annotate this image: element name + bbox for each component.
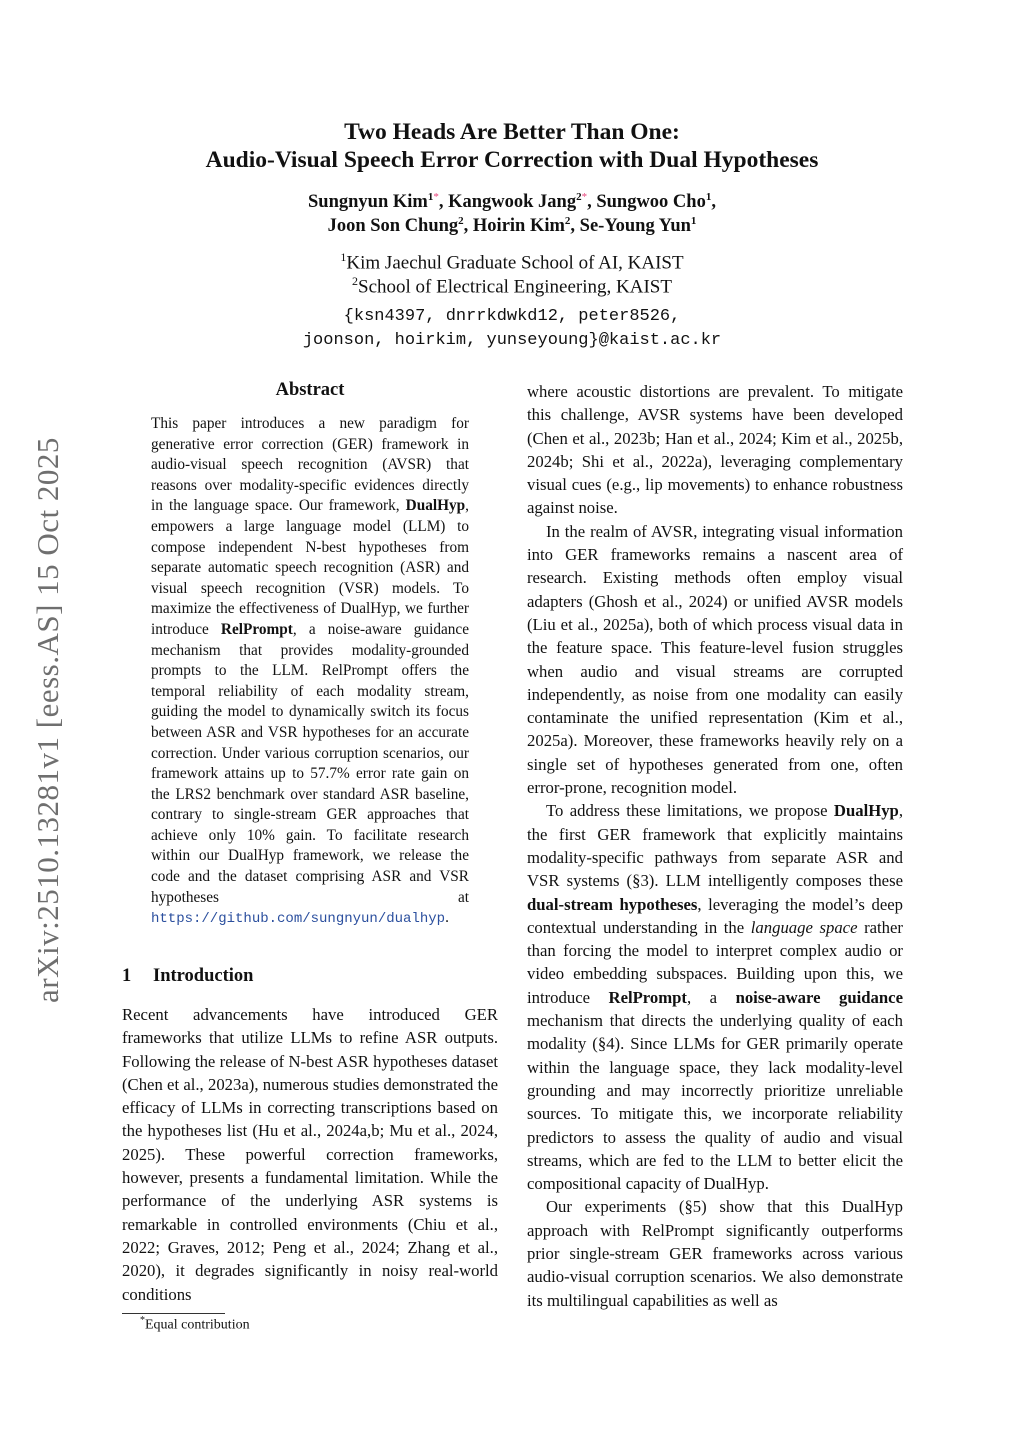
author-name: Kangwook Jang <box>448 192 577 213</box>
footnote-text: Equal contribution <box>145 1317 250 1333</box>
section-heading-introduction <box>122 966 253 987</box>
paragraph <box>527 799 903 1195</box>
affiliation-mark: 2 <box>576 191 582 203</box>
footnote-rule <box>122 1313 225 1314</box>
affiliation-mark: 1 <box>705 191 712 203</box>
text-run: To address these limitations, we propose <box>546 801 834 821</box>
text-run: , a <box>687 987 736 1007</box>
paper-title-line-2: Audio-Visual Speech Error Correction with Dual Hypotheses <box>205 147 819 173</box>
abstract-body <box>151 414 469 930</box>
paper-title-line-1: Two Heads Are Better Than One: <box>344 119 680 145</box>
method-name: DualHyp <box>405 497 466 515</box>
section-title: Introduction <box>153 966 254 986</box>
equal-contribution-mark: * <box>581 191 588 203</box>
author-name: Hoirin Kim <box>472 216 565 237</box>
right-column <box>527 380 903 1312</box>
text-run: , the first GER framework that explicitly maintains modality-specific pathways from separate ASR and VSR systems (§3). LLM intelligently composes these <box>527 801 903 891</box>
text-run: mechanism that directs the underlying quality of each modality (§4). Since LLMs for GER primarily operate within the language space, they lack modality-level grounding and may incorrectly prioritize unreliable sources. To mitigate this, we incorporate reliability predictors to assess the quality of audio and visual streams, which are fed to the LLM to better elicit the compositional capacity of DualHyp. <box>527 1011 903 1194</box>
text-run: , leveraging the model’s deep contextual understanding in the <box>527 894 903 937</box>
footnote-mark: * <box>140 1315 145 1326</box>
abstract-text: . <box>445 909 449 927</box>
author-name: Se-Young Yun <box>579 216 691 237</box>
author-name: Sungnyun Kim <box>308 192 428 213</box>
emphasis: dual-stream hypotheses <box>527 894 698 914</box>
method-name: DualHyp <box>833 801 899 821</box>
method-name: RelPrompt <box>608 987 687 1007</box>
affiliation-text: School of Electrical Engineering, KAIST <box>358 276 672 298</box>
equal-contribution-mark: * <box>433 191 439 203</box>
abstract-text: This paper introduces a new paradigm for generative error correction (GER) framework in audio-visual speech recognition (AVSR) that reasons over modality-specific evidences directly in the language space. Our framework, <box>151 415 469 515</box>
paragraph: Our experiments (§5) show that this DualHyp approach with RelPrompt significantly outperforms prior single-stream GER frameworks across various audio-visual corruption scenarios. We also demonstrate its multilingual capabilities as well as <box>527 1197 903 1310</box>
author-separator: , <box>587 192 597 213</box>
affiliation-mark: 1 <box>427 191 434 203</box>
section-number: 1 <box>122 966 132 986</box>
email-line-1: {ksn4397, dnrrkdwkd12, peter8526, <box>343 307 681 326</box>
affiliation-text: Kim Jaechul Graduate School of AI, KAIST <box>346 252 684 274</box>
abstract-text: , a noise-aware guidance mechanism that provides modality-grounded prompts to the LLM. RelPrompt offers the temporal reliability of each modality stream, guiding the model to dynamically switch its focus between ASR and VSR hypotheses for an accurate correction. Under various corruption scenarios, our framework attains up to 57.7% error rate gain on the LRS2 benchmark over standard ASR baseline, contrary to single-stream GER approaches that achieve only 10% gain. To facilitate research within our DualHyp framework, we release the code and the dataset comprising ASR and VSR hypotheses at <box>151 620 469 906</box>
method-name: RelPrompt <box>220 620 293 638</box>
code-url-link[interactable]: https://github.com/sungnyun/dualhyp <box>151 911 446 928</box>
arxiv-id-text: arXiv:2510.13281v1 [eess.AS] 15 Oct 2025 <box>30 437 66 1003</box>
footnote <box>140 1315 250 1334</box>
author-separator: , <box>463 216 473 237</box>
abstract-text: , empowers a large language model (LLM) to compose independent N-best hypotheses from separate automatic speech recognition (ASR) and visual speech recognition (VSR) models. To maximize the effectiveness of DualHyp, we further introduce <box>151 497 469 638</box>
emphasis: noise-aware guidance <box>735 987 903 1007</box>
introduction-paragraph: Recent advancements have introduced GER frameworks that utilize LLMs to refine ASR outputs. Following the release of N-best ASR hypotheses dataset (Chen et al., 2023a), numerous studies demonstrated the efficacy of LLMs in correcting transcriptions based on the hypotheses list (Hu et al., 2024a,b; Mu et al., 2024, 2025). These powerful correction frameworks, however, presents a fundamental limitation. While the performance of the underlying ASR systems is remarkable in controlled environments (Chiu et al., 2022; Graves, 2012; Peng et al., 2024; Zhang et al., 2020), it degrades significantly in noisy real-world conditions <box>122 1005 498 1304</box>
text-run: rather than forcing the model to interpret complex audio or video embedding subspaces. Building upon this, we introduce <box>527 917 903 1007</box>
affiliation-2 <box>112 269 912 299</box>
affiliation-mark: 2 <box>564 215 571 227</box>
emphasis: language space <box>750 917 858 937</box>
paragraph: In the realm of AVSR, integrating visual information into GER frameworks remains a nascent area of research. Existing methods often employ visual adapters (Ghosh et al., 2024) or unified AVSR models (Liu et al., 2025a), both of which process visual data in the feature space. This feature-level fusion struggles when audio and visual streams are corrupted independently, as noise from one modality can easily contaminate the unified representation (Kim et al., 2025a). Moreover, these frameworks heavily rely on a single set of hypotheses generated from one, often error-prone, recognition model. <box>527 521 903 798</box>
affiliation-mark: 2 <box>458 215 464 227</box>
affiliation-number: 1 <box>340 250 347 264</box>
author-separator: , <box>711 192 716 213</box>
affiliation-mark: 1 <box>690 215 697 227</box>
email-line-2: joonson, hoirkim, yunseyoung}@kaist.ac.kr <box>302 331 722 350</box>
paragraph: where acoustic distortions are prevalent. To mitigate this challenge, AVSR systems have been developed (Chen et al., 2023b; Han et al., 2024; Kim et al., 2025b, 2024b; Shi et al., 2022a), leveraging complementary visual cues (e.g., lip movements) to enhance robustness against noise. <box>527 382 903 518</box>
author-separator: , <box>438 192 449 213</box>
arxiv-identifier <box>20 400 76 1040</box>
author-line-2 <box>112 209 912 239</box>
author-separator: , <box>570 216 580 237</box>
author-name: Sungwoo Cho <box>596 192 706 213</box>
author-name: Joon Son Chung <box>327 216 459 237</box>
abstract-heading: Abstract <box>275 380 345 400</box>
affiliation-number: 2 <box>352 274 359 288</box>
